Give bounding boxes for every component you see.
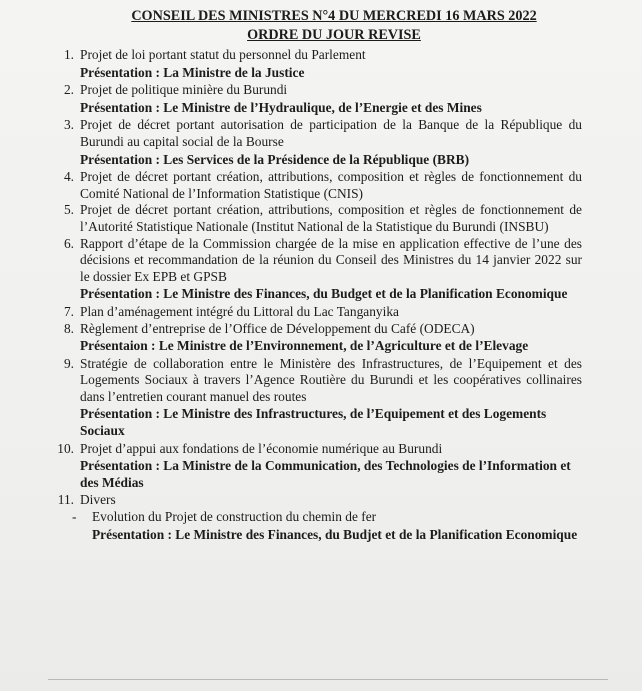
item-number: 8. <box>63 320 74 336</box>
agenda-item <box>52 492 582 509</box>
agenda-item <box>52 441 582 492</box>
document-title: CONSEIL DES MINISTRES N°4 DU MERCREDI 16 MARS 2022 <box>131 8 537 24</box>
item-text: Stratégie de collaboration entre le Ministère des Infrastructures, de l’Equipement et des Logements Sociaux à travers l’Agence Routière du Burundi et les coopératives collinaires dans l’entretien courant manuel des routes <box>80 355 582 404</box>
sub-item-presenter: Présentation : Le Ministre des Finances, du Budjet et de la Planification Economique <box>92 526 578 542</box>
agenda-item <box>52 304 582 321</box>
item-number: 10. <box>57 440 74 456</box>
item-number: 6. <box>63 235 74 251</box>
item-number: 7. <box>63 303 74 319</box>
item-presenter: Présentation : La Ministre de la Justice <box>80 64 305 80</box>
item-number: 4. <box>63 169 74 185</box>
item-text: Projet de décret portant création, attributions, composition et règles de fonctionnement du Comité National de l’Information Statistique (CNIS) <box>80 169 582 201</box>
item-text: Plan d’aménagement intégré du Littoral du Lac Tanganyika <box>80 303 399 319</box>
item-presenter: Présentation : Les Services de la Présidence de la République (BRB) <box>80 151 470 167</box>
sub-item-dash: - <box>72 509 77 525</box>
item-number: 2. <box>63 82 74 98</box>
item-number: 11. <box>57 492 74 508</box>
bottom-divider <box>48 679 608 680</box>
item-presenter: Présentaion : Le Ministre de l’Environnement, de l’Agriculture et de l’Elevage <box>80 338 529 354</box>
item-text: Projet de loi portant statut du personnel du Parlement <box>80 47 366 62</box>
item-text: Projet de décret portant création, attributions, composition et règles de fonctionnement de l’Autorité Statistique Nationale (Institut National de la Statistique du Burundi (INSBU) <box>80 202 582 234</box>
item-number: 1. <box>63 47 74 62</box>
item-text: Projet de politique minière du Burundi <box>80 82 288 98</box>
agenda-item <box>52 117 582 168</box>
item-number: 9. <box>63 355 74 371</box>
agenda-item <box>52 236 582 303</box>
agenda-item <box>52 202 582 235</box>
agenda-item <box>52 82 582 116</box>
agenda-item <box>52 47 582 81</box>
item-presenter: Présentation : Le Ministre des Finances, du Budget et de la Planification Economique <box>80 286 568 302</box>
item-presenter: Présentation : Le Ministre des Infrastructures, de l’Equipement et des Logements Sociaux <box>80 406 547 439</box>
item-text: Divers <box>80 492 116 508</box>
item-number: 3. <box>63 117 74 133</box>
item-text: Rapport d’étape de la Commission chargée de la mise en application effective de l’une des décisions et recommandation de la réunion du Conseil des Ministres du 14 janvier 2022 sur le dossier Ex EPB et GPSB <box>80 235 582 284</box>
item-text: Projet de décret portant autorisation de participation de la Banque de la République du Burundi au capital social de la Bourse <box>80 117 582 149</box>
item-presenter: Présentation : La Ministre de la Communication, des Technologies de l’Information et des Médias <box>80 458 571 490</box>
agenda-list <box>52 47 582 544</box>
item-number: 5. <box>63 202 74 218</box>
agenda-item <box>52 356 582 440</box>
item-text: Règlement d’entreprise de l’Office de Développement du Café (ODECA) <box>80 320 475 336</box>
agenda-sub-item <box>52 509 582 543</box>
item-presenter: Présentation : Le Ministre de l’Hydraulique, de l’Energie et des Mines <box>80 99 482 115</box>
document-subtitle: ORDRE DU JOUR REVISE <box>247 27 421 43</box>
agenda-item <box>52 321 582 355</box>
agenda-item <box>52 169 582 202</box>
item-text: Projet d’appui aux fondations de l’économie numérique au Burundi <box>80 440 443 456</box>
sub-item-text: Evolution du Projet de construction du chemin de fer <box>92 509 377 525</box>
